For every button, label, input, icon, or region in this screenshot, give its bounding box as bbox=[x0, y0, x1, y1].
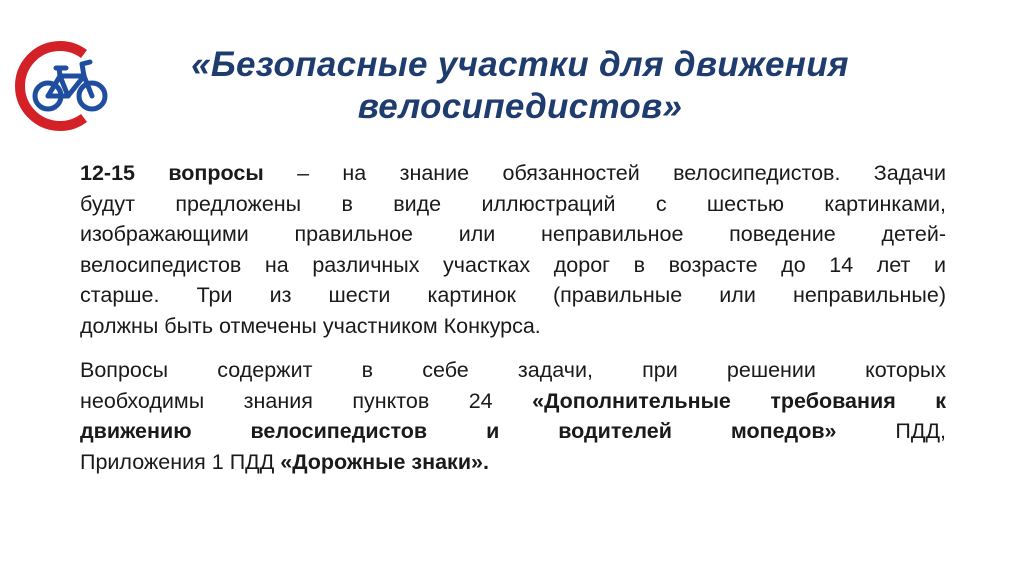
paragraph-line: изображающими правильное или неправильное поведение детей- bbox=[80, 222, 946, 246]
paragraph-line: будут предложены в виде иллюстраций с шестью картинками, bbox=[80, 191, 946, 216]
text-run: – на знание обязанностей велосипедистов. Задачи bbox=[263, 161, 946, 185]
bold-signs-title: «Дорожные знаки». bbox=[280, 449, 489, 474]
paragraph-line bbox=[80, 416, 946, 447]
paragraph-rules bbox=[80, 355, 946, 477]
cyclist-logo bbox=[4, 40, 116, 132]
paragraph-line: старше. Три из шести картинок (правильные или неправильные) bbox=[80, 283, 946, 307]
title-line-2: велосипедистов» bbox=[357, 87, 683, 126]
paragraph-line bbox=[80, 386, 946, 417]
paragraph-line: велосипедистов на различных участках дорог в возрасте до 14 лет и bbox=[80, 252, 946, 277]
text-run: ПДД, bbox=[836, 419, 946, 443]
paragraph-line: Вопросы содержит в себе задачи, при решении которых bbox=[80, 358, 946, 382]
bold-rule-title: «Дополнительные требования к bbox=[532, 388, 946, 413]
text-run: Приложения 1 ПДД bbox=[80, 449, 281, 474]
bicycle-icon bbox=[4, 40, 116, 132]
title-line-1: «Безопасные участки для движения bbox=[191, 45, 849, 84]
text-run: необходимы знания пунктов 24 bbox=[80, 388, 533, 413]
bold-heading: 12-15 вопросы bbox=[80, 161, 264, 185]
slide-title bbox=[110, 44, 930, 128]
paragraph-line bbox=[80, 447, 946, 478]
paragraph-questions-12-15 bbox=[80, 158, 946, 341]
paragraph-line bbox=[80, 158, 946, 189]
slide-body bbox=[80, 158, 946, 477]
paragraph-line: должны быть отмечены участником Конкурса. bbox=[80, 313, 541, 338]
bold-rule-title: движению велосипедистов и водителей мопедов» bbox=[80, 419, 837, 443]
